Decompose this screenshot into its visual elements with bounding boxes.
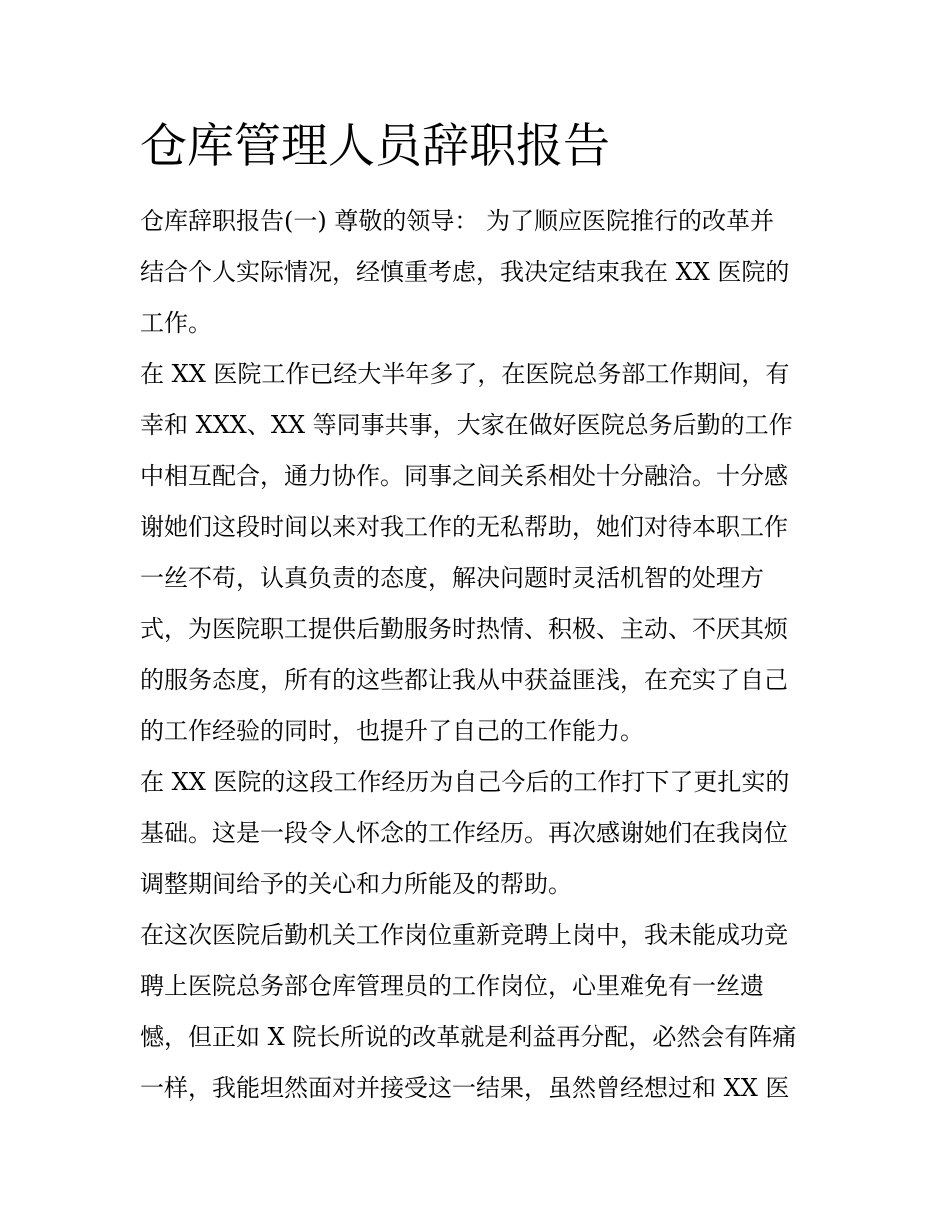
body-line: 工作。 xyxy=(140,309,212,337)
body-line: 中相互配合，通力协作。同事之间关系相处十分融洽。十分感 xyxy=(140,462,788,490)
body-line: 仓库辞职报告(一) 尊敬的领导： 为了顺应医院推行的改革并 xyxy=(140,207,774,235)
body-line: 在这次医院后勤机关工作岗位重新竞聘上岗中，我未能成功竞 xyxy=(140,921,788,949)
body-line: 聘上医院总务部仓库管理员的工作岗位，心里难免有一丝遗 xyxy=(140,972,764,1000)
body-line: 一样，我能坦然面对并接受这一结果，虽然曾经想过和 XX 医 xyxy=(140,1074,790,1102)
body-line: 的工作经验的同时，也提升了自己的工作能力。 xyxy=(140,717,644,745)
body-line: 一丝不苟，认真负责的态度，解决问题时灵活机智的处理方 xyxy=(140,564,764,592)
body-line: 调整期间给予的关心和力所能及的帮助。 xyxy=(140,870,572,898)
body-line: 谢她们这段时间以来对我工作的无私帮助，她们对待本职工作 xyxy=(140,513,788,541)
body-line: 在 XX 医院工作已经大半年多了，在医院总务部工作期间，有 xyxy=(140,360,790,388)
body-line: 的服务态度，所有的这些都让我从中获益匪浅，在充实了自己 xyxy=(140,666,788,694)
document-title: 仓库管理人员辞职报告 xyxy=(140,119,610,174)
body-line: 基础。这是一段令人怀念的工作经历。再次感谢她们在我岗位 xyxy=(140,819,788,847)
body-line: 结合个人实际情况，经慎重考虑，我决定结束我在 XX 医院的 xyxy=(140,258,790,286)
body-line: 在 XX 医院的这段工作经历为自己今后的工作打下了更扎实的 xyxy=(140,768,790,796)
document-body xyxy=(140,196,820,1114)
body-line: 憾，但正如 X 院长所说的改革就是利益再分配，必然会有阵痛 xyxy=(140,1023,797,1051)
body-line: 幸和 XXX、XX 等同事共事，大家在做好医院总务后勤的工作 xyxy=(140,411,793,439)
body-line: 式，为医院职工提供后勤服务时热情、积极、主动、不厌其烦 xyxy=(140,615,788,643)
